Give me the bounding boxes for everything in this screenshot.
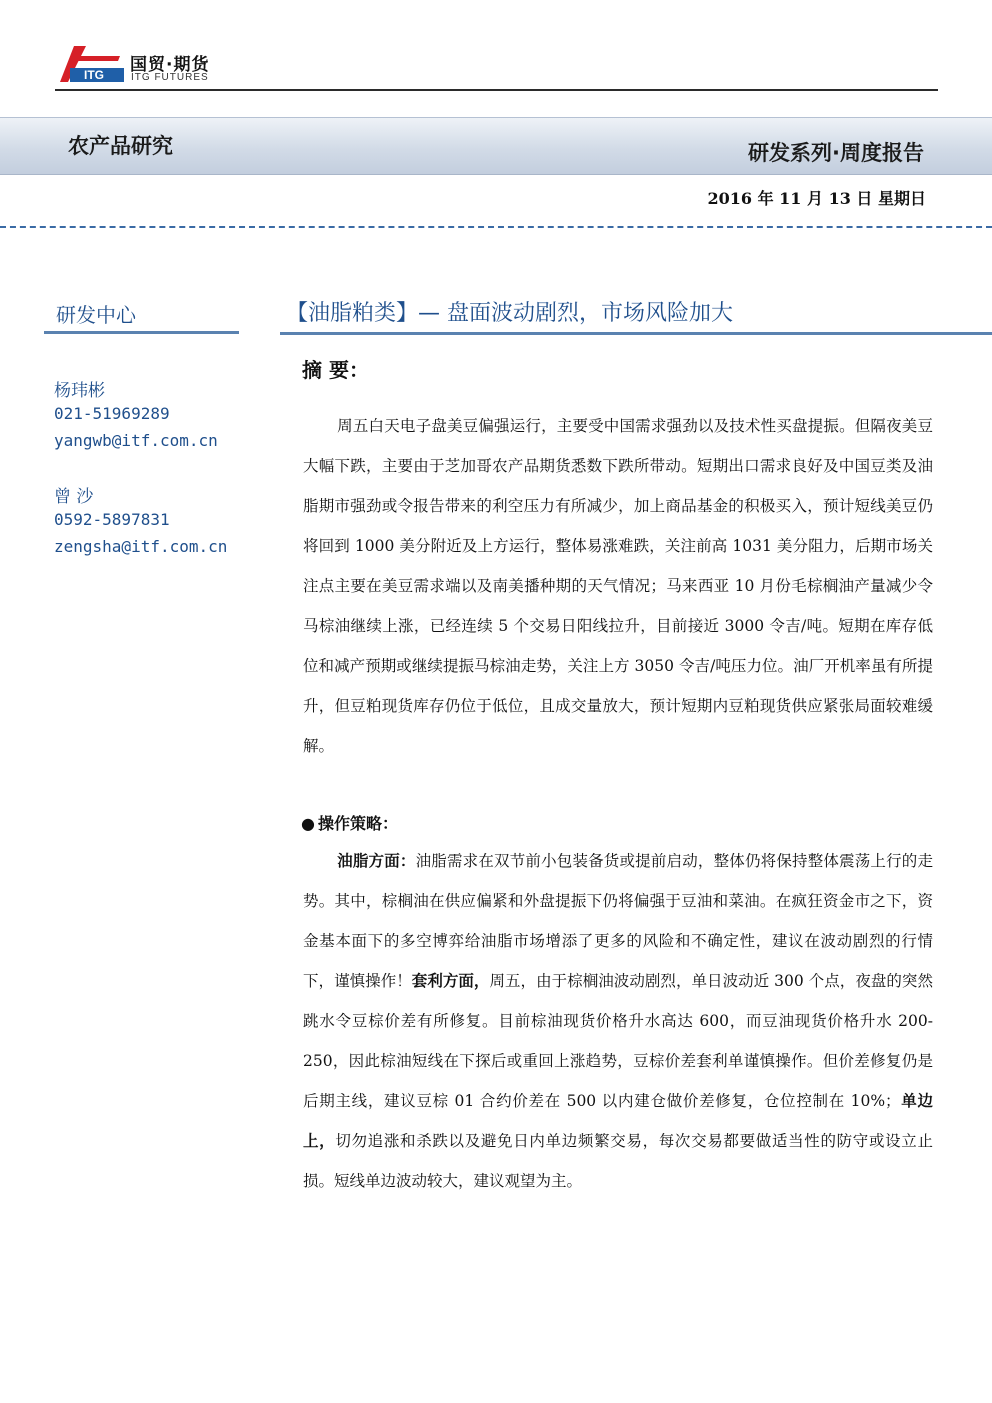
logo-english-name: ITG FUTURES	[131, 72, 209, 83]
contact-phone: 021-51969289	[54, 404, 170, 423]
dashed-divider	[0, 226, 992, 228]
summary-heading: 摘 要：	[302, 358, 369, 382]
contact-name: 曾 沙	[54, 487, 94, 507]
report-title-rule	[280, 332, 992, 335]
report-date: 2016 年 11 月 13 日 星期日	[707, 189, 926, 208]
strategy-paragraph	[303, 841, 933, 1201]
logo-chinese-name: 国贸·期货	[130, 55, 210, 75]
itg-logo-icon	[60, 44, 126, 84]
contact-name: 杨玮彬	[54, 381, 105, 401]
strategy-label-unilateral: 单边上，	[303, 1092, 933, 1150]
sidebar-title: 研发中心	[56, 303, 136, 327]
summary-text: 周五白天电子盘美豆偏强运行，主要受中国需求强劲以及技术性买盘提振。但隔夜美豆大幅下跌，主要由于芝加哥农产品期货悉数下跌所带动。短期出口需求良好及中国豆类及油脂期市强劲或令报告带来的利空压力有所减少，加上商品基金的积极买入，预计短线美豆仍将回到 1000 美分附近及上方运行，整体易涨难跌，关注前高 1031 美分阻力，后期市场关注点主要在美豆需求端以及南美播种期的天气情况；马来西亚 10 月份毛棕榈油产量减少令马棕油继续上涨，已经连续 5 个交易日阳线拉升，目前接近 3000 令吉/吨。短期在库存低位和减产预期或继续提振马棕油走势，关注上方 3050 令吉/吨压力位。油厂开机率虽有所提升，但豆粕现货库存仍位于低位，且成交量放大，预计短期内豆粕现货供应紧张局面较难缓解。	[303, 417, 933, 755]
strategy-label-oil: 油脂方面：	[337, 852, 416, 870]
bullet-icon: ●	[301, 814, 315, 833]
strategy-text-arbitrage: 周五，由于棕榈油波动剧烈，单日波动近 300 个点，夜盘的突然跳水令豆棕价差有所修复。目前棕油现货价格升水高达 600，而豆油现货价格升水 200-250，因此棕油短线在下探后或重回上涨趋势，豆棕价差套利单谨慎操作。但价差修复仍是后期主线，建议豆棕 01 合约价差在 500 以内建仓做价差修复，仓位控制在 10%；	[303, 972, 933, 1110]
report-title: 【油脂粕类】— 盘面波动剧烈，市场风险加大	[286, 301, 733, 326]
section-title: 农产品研究	[68, 134, 173, 158]
strategy-heading	[301, 811, 398, 834]
contact-email: zengsha@itf.com.cn	[54, 537, 228, 556]
strategy-label-arbitrage: 套利方面，	[411, 972, 490, 990]
sidebar-title-rule	[44, 331, 239, 334]
contact-phone: 0592-5897831	[54, 510, 170, 529]
contact-email: yangwb@itf.com.cn	[54, 431, 218, 450]
series-title: 研发系列·周度报告	[748, 141, 924, 165]
strategy-text-unilateral: 切勿追涨和杀跌以及避免日内单边频繁交易，每次交易都要做适当性的防守或设立止损。短线单边波动较大，建议观望为主。	[303, 1132, 933, 1190]
strategy-heading-text: 操作策略：	[317, 814, 398, 833]
header-rule	[55, 89, 938, 91]
summary-paragraph	[303, 406, 933, 766]
logo-mark-text: ITG	[84, 68, 104, 82]
strategy-text-oil: 油脂需求在双节前小包装备货或提前启动，整体仍将保持整体震荡上行的走势。其中，棕榈油在供应偏紧和外盘提振下仍将偏强于豆油和菜油。在疯狂资金市之下，资金基本面下的多空博弈给油脂市场增添了更多的风险和不确定性，建议在波动剧烈的行情下，谨慎操作！	[303, 852, 933, 990]
itg-futures-logo	[60, 44, 230, 88]
